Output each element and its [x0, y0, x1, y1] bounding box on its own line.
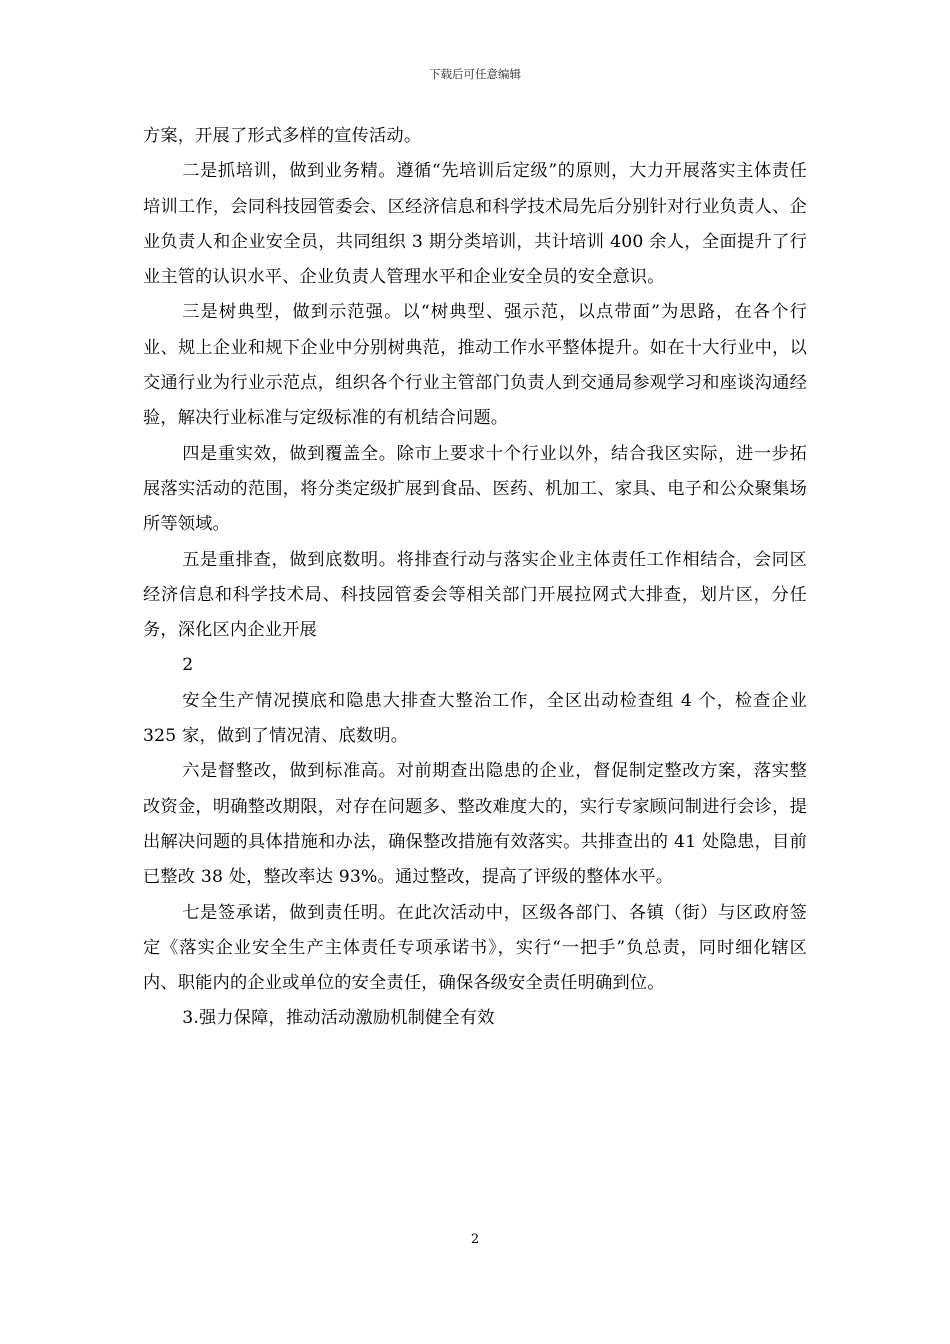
document-body — [143, 119, 807, 1037]
paragraph-3: 三是树典型，做到示范强。以“树典型、强示范，以点带面”为思路，在各个行业、规上企业和规下企业中分别树典范，推动工作水平整体提升。如在十大行业中，以交通行业为行业示范点，组织各个行业主管部门负责人到交通局参观学习和座谈沟通经验，解决行业标准与定级标准的有机结合问题。 — [143, 302, 807, 429]
paragraph-4: 四是重实效，做到覆盖全。除市上要求十个行业以外，结合我区实际，进一步拓展落实活动的范围，将分类定级扩展到食品、医药、机加工、家具、电子和公众聚集场所等领域。 — [143, 443, 807, 535]
paragraph-6: 安全生产情况摸底和隐患大排查大整治工作，全区出动检查组 4 个，检查企业 325 家，做到了情况清、底数明。 — [143, 690, 807, 747]
paragraph-2: 二是抓培训，做到业务精。遵循“先培训后定级”的原则，大力开展落实主体责任培训工作，会同科技园管委会、区经济信息和科学技术局先后分别针对行业负责人、企业负责人和企业安全员，共同组织 3 期分类培训，共计培训 400 余人，全面提升了行业主管的认识水平、企业负责人管理水平和企业安全员的安全意识。 — [143, 161, 807, 288]
page-header: 下载后可任意编辑 — [429, 67, 521, 81]
paragraph-5: 五是重排查，做到底数明。将排查行动与落实企业主体责任工作相结合，会同区经济信息和科学技术局、科技园管委会等相关部门开展拉网式大排查，划片区，分任务，深化区内企业开展 — [143, 549, 807, 641]
inline-page-number: 2 — [182, 655, 194, 676]
paragraph-8: 七是签承诺，做到责任明。在此次活动中，区级各部门、各镇（街）与区政府签定《落实企业安全生产主体责任专项承诺书》，实行“一把手”负总责，同时细化辖区内、职能内的企业或单位的安全责任，确保各级安全责任明确到位。 — [143, 902, 807, 994]
paragraph-1: 方案，开展了形式多样的宣传活动。 — [143, 126, 422, 146]
paragraph-7: 六是督整改，做到标准高。对前期查出隐患的企业，督促制定整改方案，落实整改资金，明确整改期限，对存在问题多、整改难度大的，实行专家顾问制进行会诊，提出解决问题的具体措施和办法，确保整改措施有效落实。共排查出的 41 处隐患，目前已整改 38 处，整改率达 93%。通过整改，提高了评级的整体水平。 — [143, 761, 807, 888]
page-footer-number: 2 — [470, 1232, 480, 1247]
section-heading: 3.强力保障，推动活动激励机制健全有效 — [182, 1008, 495, 1029]
